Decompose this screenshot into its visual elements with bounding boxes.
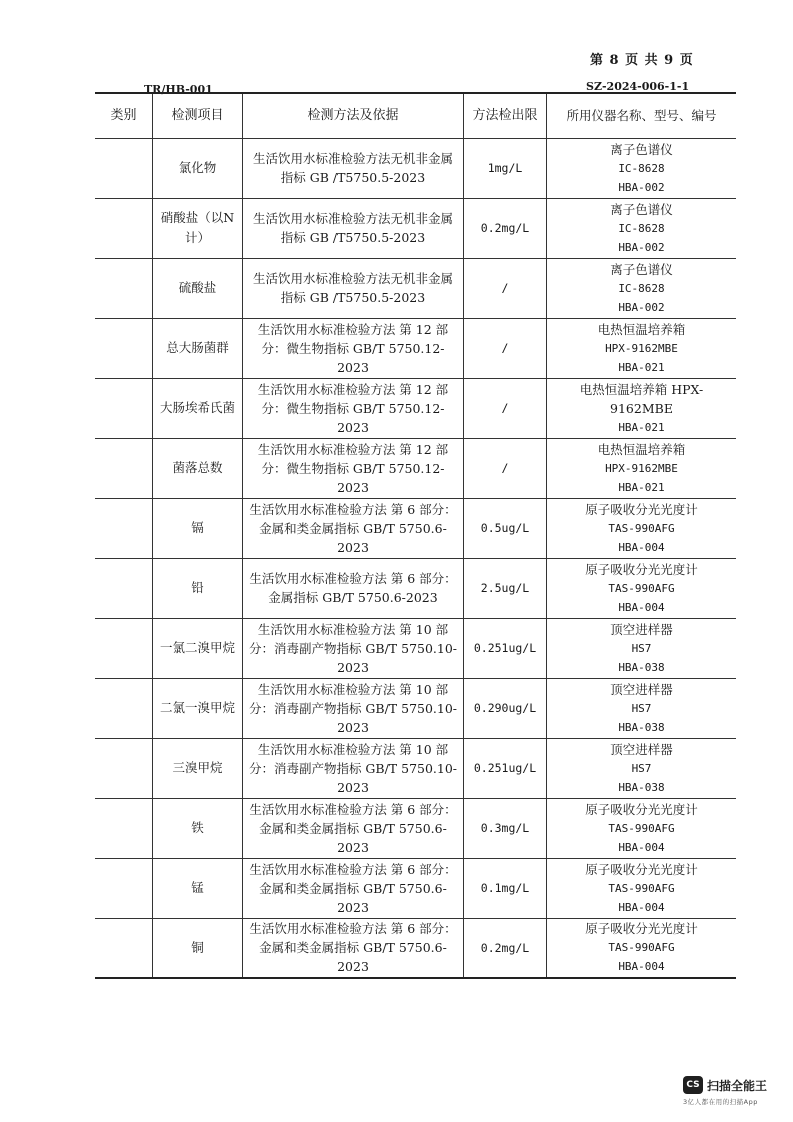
cell-category	[95, 618, 153, 678]
cell-category	[95, 798, 153, 858]
cell-limit: 0.251ug/L	[464, 738, 547, 798]
cell-instrument	[547, 798, 737, 858]
instrument-line: HS7	[631, 641, 652, 655]
cell-category	[95, 198, 153, 258]
instrument-line: IC-8628	[618, 161, 665, 175]
cell-method: 生活饮用水标准检验方法 第 6 部分：金属指标 GB/T 5750.6-2023	[243, 558, 464, 618]
cell-method: 生活饮用水标准检验方法无机非金属指标 GB /T5750.5-2023	[243, 138, 464, 198]
results-table-container	[95, 92, 717, 979]
page-number: 第 8 页 共 9 页	[590, 53, 694, 68]
cell-item: 大肠埃希氏菌	[153, 378, 243, 438]
cell-limit: 2.5ug/L	[464, 558, 547, 618]
table-row	[95, 618, 736, 678]
instrument-line: 原子吸收分光光度计	[585, 921, 698, 937]
table-row	[95, 438, 736, 498]
cell-limit: 0.290ug/L	[464, 678, 547, 738]
cell-method: 生活饮用水标准检验方法 第 6 部分：金属和类金属指标 GB/T 5750.6-2023	[243, 798, 464, 858]
table-row	[95, 498, 736, 558]
table-row	[95, 738, 736, 798]
cell-category	[95, 138, 153, 198]
cell-item: 铅	[153, 558, 243, 618]
table-body	[95, 138, 736, 978]
cell-category	[95, 498, 153, 558]
cell-limit: 0.2mg/L	[464, 918, 547, 978]
instrument-line: HS7	[631, 701, 652, 715]
table-row	[95, 138, 736, 198]
cell-instrument	[547, 618, 737, 678]
cell-item: 硝酸盐（以N计）	[153, 198, 243, 258]
cell-category	[95, 438, 153, 498]
cell-item: 总大肠菌群	[153, 318, 243, 378]
cell-method: 生活饮用水标准检验方法 第 6 部分：金属和类金属指标 GB/T 5750.6-2023	[243, 918, 464, 978]
results-table	[95, 92, 736, 979]
doc-code: TR/HB-001	[144, 83, 213, 96]
instrument-line: HPX-9162MBE	[605, 341, 678, 355]
cell-instrument	[547, 498, 737, 558]
cell-instrument	[547, 558, 737, 618]
cell-item: 三溴甲烷	[153, 738, 243, 798]
cell-instrument	[547, 438, 737, 498]
cell-instrument	[547, 678, 737, 738]
cell-limit: 1mg/L	[464, 138, 547, 198]
instrument-line: TAS-990AFG	[608, 941, 675, 955]
cell-category	[95, 918, 153, 978]
cell-limit: 0.1mg/L	[464, 858, 547, 918]
cell-instrument	[547, 918, 737, 978]
table-row	[95, 918, 736, 978]
instrument-line: HBA-002	[618, 180, 665, 194]
cell-item: 铁	[153, 798, 243, 858]
instrument-line: HBA-002	[618, 300, 665, 314]
cell-method: 生活饮用水标准检验方法无机非金属指标 GB /T5750.5-2023	[243, 198, 464, 258]
watermark-tagline: 3亿人都在用的扫描App	[683, 1098, 758, 1106]
cell-limit: /	[464, 258, 547, 318]
instrument-line: HBA-038	[618, 720, 665, 734]
cell-method: 生活饮用水标准检验方法 第 6 部分：金属和类金属指标 GB/T 5750.6-2023	[243, 858, 464, 918]
instrument-line: HBA-002	[618, 240, 665, 254]
col-limit-header: 方法检出限	[464, 93, 547, 138]
table-row	[95, 318, 736, 378]
instrument-line: TAS-990AFG	[608, 881, 675, 895]
instrument-line: HBA-004	[618, 600, 665, 614]
instrument-line: 离子色谱仪	[610, 201, 673, 217]
report-number: SZ-2024-006-1-1	[586, 80, 690, 93]
cell-instrument	[547, 378, 737, 438]
cell-method: 生活饮用水标准检验方法无机非金属指标 GB /T5750.5-2023	[243, 258, 464, 318]
table-row	[95, 678, 736, 738]
instrument-line: TAS-990AFG	[608, 821, 675, 835]
cell-method: 生活饮用水标准检验方法 第 12 部分：微生物指标 GB/T 5750.12-2023	[243, 318, 464, 378]
cell-instrument	[547, 258, 737, 318]
col-category-header: 类别	[95, 93, 153, 138]
cell-limit: 0.2mg/L	[464, 198, 547, 258]
instrument-line: HBA-004	[618, 960, 665, 974]
instrument-line: 离子色谱仪	[610, 141, 673, 157]
cell-item: 二氯一溴甲烷	[153, 678, 243, 738]
instrument-line: 原子吸收分光光度计	[585, 501, 698, 517]
instrument-line: HBA-021	[618, 420, 665, 434]
instrument-line: TAS-990AFG	[608, 521, 675, 535]
cell-item: 锰	[153, 858, 243, 918]
cell-limit: 0.5ug/L	[464, 498, 547, 558]
cell-category	[95, 378, 153, 438]
cell-instrument	[547, 738, 737, 798]
instrument-line: 原子吸收分光光度计	[585, 861, 698, 877]
table-row	[95, 858, 736, 918]
table-row	[95, 378, 736, 438]
instrument-line: IC-8628	[618, 221, 665, 235]
cell-limit: 0.3mg/L	[464, 798, 547, 858]
cell-method: 生活饮用水标准检验方法 第 6 部分：金属和类金属指标 GB/T 5750.6-2023	[243, 498, 464, 558]
instrument-line: HBA-004	[618, 900, 665, 914]
col-method-header: 检测方法及依据	[243, 93, 464, 138]
cell-item: 铜	[153, 918, 243, 978]
cell-item: 一氯二溴甲烷	[153, 618, 243, 678]
cell-item: 硫酸盐	[153, 258, 243, 318]
table-row	[95, 198, 736, 258]
cell-category	[95, 678, 153, 738]
instrument-line: HBA-021	[618, 360, 665, 374]
cell-limit: 0.251ug/L	[464, 618, 547, 678]
table-row	[95, 558, 736, 618]
watermark-logo	[683, 1076, 783, 1094]
cell-method: 生活饮用水标准检验方法 第 10 部分：消毒副产物指标 GB/T 5750.10-2023	[243, 738, 464, 798]
cell-item: 菌落总数	[153, 438, 243, 498]
watermark-app-name: 扫描全能王	[707, 1078, 768, 1093]
instrument-line: 电热恒温培养箱 HPX-9162MBE	[579, 381, 704, 416]
instrument-line: 原子吸收分光光度计	[585, 801, 698, 817]
cell-category	[95, 858, 153, 918]
instrument-line: 顶空进样器	[610, 621, 673, 637]
instrument-line: HPX-9162MBE	[605, 461, 678, 475]
instrument-line: IC-8628	[618, 281, 665, 295]
cell-limit: /	[464, 318, 547, 378]
cell-limit: /	[464, 438, 547, 498]
scanner-watermark	[683, 1076, 783, 1106]
cell-category	[95, 558, 153, 618]
cell-instrument	[547, 318, 737, 378]
col-item-header: 检测项目	[153, 93, 243, 138]
col-instrument-header: 所用仪器名称、型号、编号	[547, 93, 737, 138]
instrument-line: HBA-004	[618, 540, 665, 554]
cell-category	[95, 318, 153, 378]
instrument-line: HBA-038	[618, 780, 665, 794]
cell-method: 生活饮用水标准检验方法 第 12 部分：微生物指标 GB/T 5750.12-2023	[243, 438, 464, 498]
instrument-line: 顶空进样器	[610, 741, 673, 757]
cell-method: 生活饮用水标准检验方法 第 12 部分：微生物指标 GB/T 5750.12-2023	[243, 378, 464, 438]
instrument-line: HS7	[631, 761, 652, 775]
instrument-line: 电热恒温培养箱	[597, 441, 686, 457]
instrument-line: 电热恒温培养箱	[597, 321, 686, 337]
instrument-line: 顶空进样器	[610, 681, 673, 697]
cell-method: 生活饮用水标准检验方法 第 10 部分：消毒副产物指标 GB/T 5750.10-2023	[243, 678, 464, 738]
instrument-line: HBA-038	[618, 660, 665, 674]
camscanner-logo-icon: CS	[683, 1076, 703, 1094]
instrument-line: 原子吸收分光光度计	[585, 561, 698, 577]
table-row	[95, 798, 736, 858]
instrument-line: TAS-990AFG	[608, 581, 675, 595]
cell-method: 生活饮用水标准检验方法 第 10 部分：消毒副产物指标 GB/T 5750.10-2023	[243, 618, 464, 678]
cell-limit: /	[464, 378, 547, 438]
cell-instrument	[547, 198, 737, 258]
table-row	[95, 258, 736, 318]
cell-category	[95, 738, 153, 798]
cell-item: 镉	[153, 498, 243, 558]
instrument-line: HBA-021	[618, 480, 665, 494]
instrument-line: HBA-004	[618, 840, 665, 854]
cell-category	[95, 258, 153, 318]
cell-instrument	[547, 138, 737, 198]
table-header-row	[95, 93, 736, 138]
cell-instrument	[547, 858, 737, 918]
cell-item: 氯化物	[153, 138, 243, 198]
instrument-line: 离子色谱仪	[610, 261, 673, 277]
